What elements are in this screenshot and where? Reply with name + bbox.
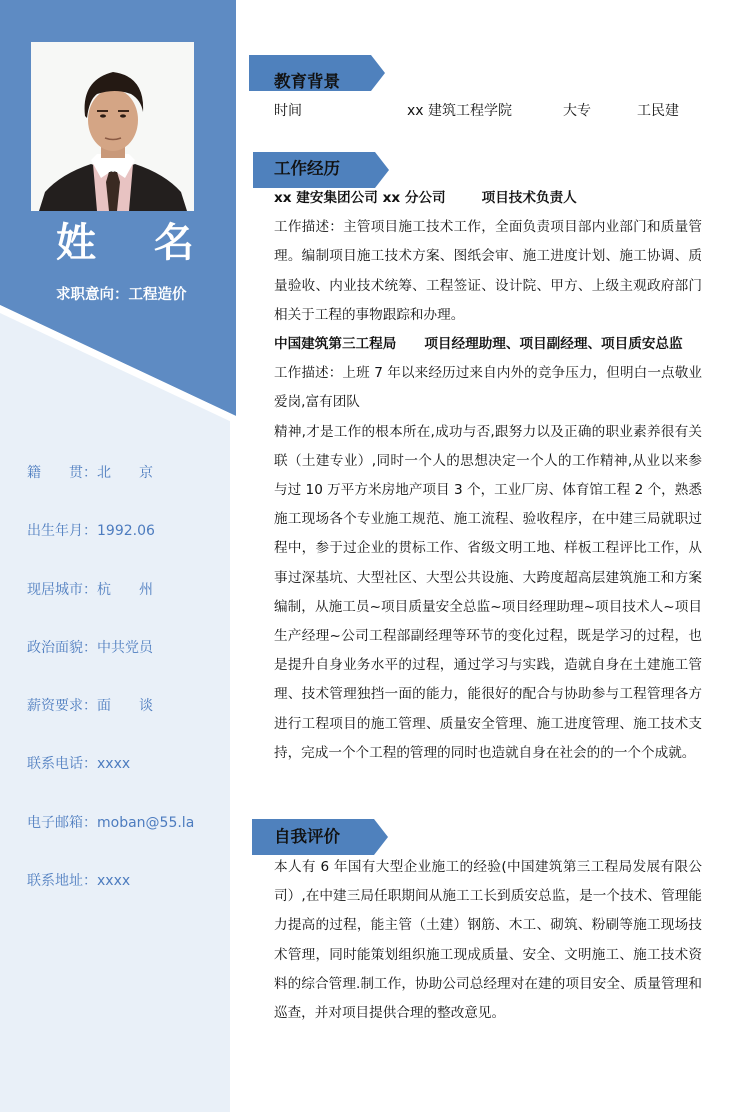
self-evaluation-content — [274, 853, 702, 1028]
info-label: 政治面貌： — [27, 639, 97, 656]
job-description: 工作描述：上班 7 年以来经历过来自内外的竞争压力，但明白一点敬业爱岗,富有团队 — [274, 365, 702, 411]
info-current-city — [27, 580, 194, 638]
section-heading-self-eval: 自我评价 — [274, 827, 340, 846]
info-label: 电子邮箱： — [27, 814, 97, 831]
info-address — [27, 871, 194, 929]
info-label: 籍 贯： — [27, 465, 97, 481]
info-birthdate — [27, 521, 194, 579]
self-evaluation-text: 本人有 6 年国有大型企业施工的经验(中国建筑第三工程局发展有限公司）,在中建三局任职期间从施工工长到质安总监，是一个技术、管理能力提高的过程，能主管（土建）钢筋、木工、砌筑、粉刷等施工现场技术管理，同时能策划组织施工现成质量、安全、文明施工、施工技术资料的综合管理.制工作，协助公司总经理对在建的项目安全、质量管理和巡查，并对项目提供合理的整改意见。 — [274, 859, 702, 1022]
job-description: 工作描述：主管项目施工技术工作，全面负责项目部内业部门和质量管理。编制项目施工技术方案、图纸会审、施工进度计划、施工协调、质量验收、内业技术统筹、工程签证、设计院、甲方、上级主观政府部门相关于工程的事物跟踪和办理。 — [274, 219, 702, 323]
info-label: 出生年月： — [27, 523, 97, 540]
job-company: xx 建安集团公司 xx 分公司 — [274, 190, 446, 206]
info-political-status — [27, 638, 194, 696]
info-label: 联系电话： — [27, 756, 97, 773]
edu-major: 工民建 — [637, 103, 679, 119]
work-experience-content — [274, 184, 702, 768]
job-description-continued: 精神,才是工作的根本所在,成功与否,跟努力以及正确的职业素养很有关联（土建专业）,同时一个人的思想决定一个人的工作精神,从业以来参与过 10 万平方米房地产项目 3 个，工业厂房、体育馆工程 2 个，熟悉施工现场各个专业施工规范、施工流程、验收程序，在中建三局就职过程中，参于过企业的贯标工作、省级文明工地、样板工程评比工作，从事过深基坑、大型社区、大型公共设施、大跨度超高层建筑施工和方案编制，从施工员~项目质量安全总监~项目经理助理~项目技术人~项目生产经理~公司工程部副经理等环节的变化过程，既是学习的过程，也是提升自身业务水平的过程，通过学习与实践，造就自身在土建施工管理、技术管理独挡一面的能力，能很好的配合与协助参与工程管理各方进行工程项目的施工管理、质量安全管理、施工进度管理、施工技术支持，完成一个个工程的管理的同时也造就自身在社会的的一个个成就。 — [274, 423, 702, 761]
info-value: xxxx — [97, 756, 131, 773]
info-value[interactable]: moban@55.la — [97, 814, 195, 831]
info-value: 杭 州 — [97, 581, 153, 598]
info-value: xxxx — [97, 873, 131, 890]
job-company: 中国建筑第三工程局 — [274, 336, 397, 353]
job-header — [274, 184, 702, 213]
info-salary — [27, 696, 194, 754]
edu-degree: 大专 — [563, 103, 591, 119]
info-value: 中共党员 — [97, 639, 153, 656]
job-header — [274, 330, 702, 359]
info-label: 联系地址： — [27, 873, 97, 890]
edu-school: xx 建筑工程学院 — [407, 103, 513, 119]
personal-info-list — [27, 463, 194, 929]
info-email — [27, 813, 194, 871]
info-value: 面 谈 — [97, 698, 153, 715]
info-label: 薪资要求： — [27, 698, 97, 715]
portrait-icon — [31, 42, 194, 211]
info-phone — [27, 754, 194, 812]
info-label: 现居城市： — [27, 581, 97, 598]
edu-time: 时间 — [274, 103, 302, 119]
job-position: 项目技术负责人 — [481, 190, 577, 206]
info-hometown — [27, 463, 194, 521]
job-objective: 求职意向：工程造价 — [56, 287, 187, 303]
info-value: 北 京 — [97, 465, 153, 481]
candidate-name: 姓 名 — [56, 220, 216, 266]
profile-photo — [31, 42, 194, 211]
section-heading-work: 工作经历 — [274, 159, 340, 178]
info-value: 1992.06 — [97, 523, 155, 540]
section-heading-education: 教育背景 — [274, 72, 340, 91]
job-position: 项目经理助理、项目副经理、项目质安总监 — [424, 336, 683, 353]
